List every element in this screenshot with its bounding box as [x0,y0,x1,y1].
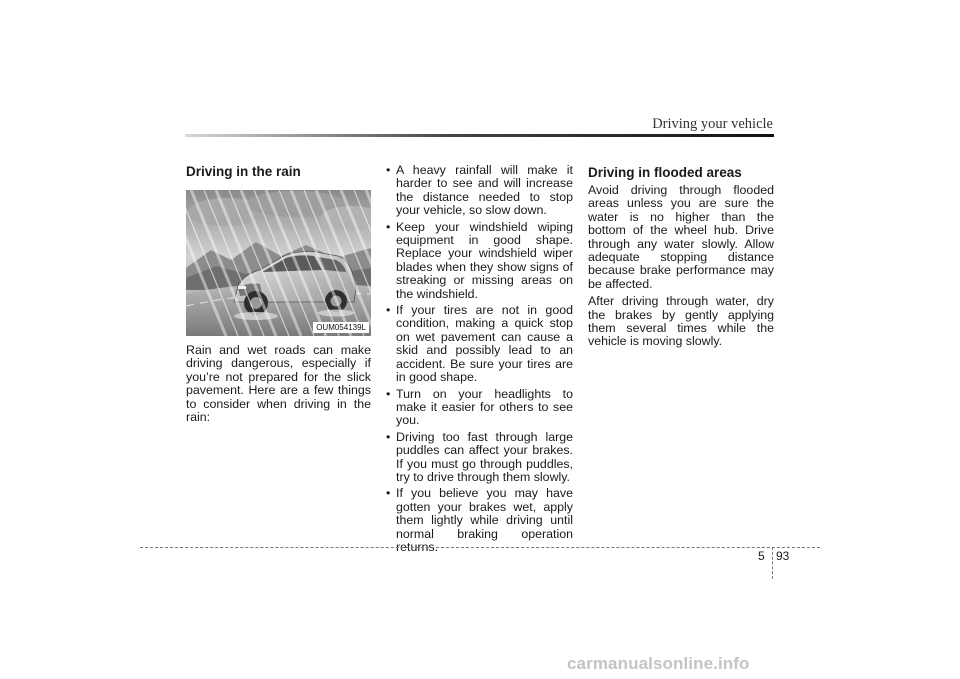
figure-caption: OUM054139L [313,322,369,333]
rain-scene-image [186,190,371,336]
column-rain-intro [186,164,371,428]
list-item-text: A heavy rainfall will make it harder to see and will increase the distance needed to stop your vehicle, so slow down. [396,163,573,218]
header-rule [185,134,774,137]
rain-intro-paragraph: Rain and wet roads can make driving dangerous, especially if you’re not prepared for the slick pavement. Here are a few things to consider when driving in the rain: [186,343,371,425]
list-item-text: Keep your windshield wiping equipment in good shape. Replace your windshield wiper blades when they show signs of streaking or missing areas on the windshield. [396,219,573,301]
list-item [385,388,573,428]
bullet-icon: • [386,163,391,177]
bullet-icon: • [386,386,391,401]
list-item [385,304,573,384]
bullet-icon: • [386,486,391,501]
flooded-paragraph-2: After driving through water, dry the brakes by gently applying them several times while the vehicle is moving slowly. [588,294,774,349]
column-rain-tips [385,164,573,557]
column-flooded-areas [588,164,774,353]
list-item-text: If you believe you may have gotten your brakes wet, apply them lightly while driving until normal braking operation returns. [396,486,573,554]
list-item [385,221,573,301]
bullet-icon: • [386,429,391,444]
watermark-text: carmanualsonline.info [567,654,750,673]
list-item [385,164,573,218]
bullet-icon: • [386,219,391,234]
rain-car-illustration [186,190,371,336]
heading-driving-in-rain: Driving in the rain [186,164,301,179]
page-number: 93 [776,549,790,563]
list-item-text: Turn on your headlights to make it easier for others to see you. [396,386,573,428]
list-item-text: If your tires are not in good condition, making a quick stop on wet pavement can cause a skid and possibly lead to an accident. Be sure your tires are in good shape. [396,303,573,385]
list-item [385,431,573,485]
rain-tips-list [385,164,573,554]
footer-divider [772,547,773,579]
chapter-number: 5 [758,549,765,563]
footer-rule [140,547,820,548]
list-item-text: Driving too fast through large puddles can affect your brakes. If you must go through puddles, try to drive through them slowly. [396,429,573,484]
heading-driving-in-flooded-areas: Driving in flooded areas [588,165,742,180]
list-item [385,487,573,554]
bullet-icon: • [386,303,391,318]
flooded-paragraph-1: Avoid driving through flooded areas unless you are sure the water is no higher than the bottom of the wheel hub. Drive through any water slowly. Allow adequate stopping distance because brake performance may be affected. [588,183,774,291]
section-title: Driving your vehicle [652,116,773,132]
